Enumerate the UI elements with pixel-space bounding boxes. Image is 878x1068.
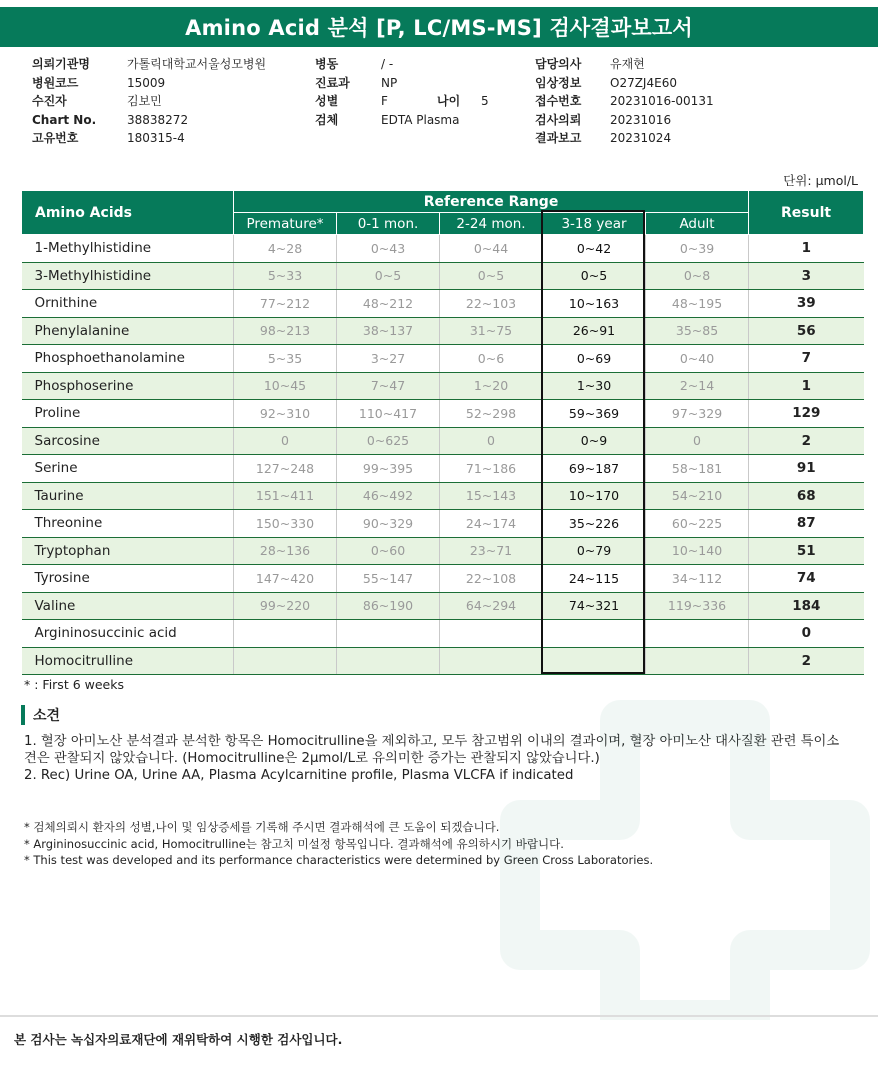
ref-range-highlight — [543, 647, 646, 675]
amino-acids-header: Amino Acids — [22, 191, 234, 235]
ref-range: 151~411 — [234, 482, 337, 510]
info-row — [315, 55, 489, 74]
note-item: * This test was developed and its performance characteristics were determined by Green Cross Laboratories. — [24, 853, 654, 867]
info-row — [315, 92, 489, 111]
ref-range — [440, 647, 543, 675]
info-row — [32, 55, 266, 74]
info-value: 유재현 — [610, 57, 645, 71]
info-value: 20231024 — [610, 131, 672, 145]
result-value: 87 — [749, 510, 864, 538]
ref-range-highlight: 10~170 — [543, 482, 646, 510]
specimen-value: EDTA Plasma — [381, 112, 460, 127]
result-value: 1 — [749, 372, 864, 400]
ref-range: 5~33 — [234, 262, 337, 290]
ref-range — [337, 620, 440, 648]
info-value: 20231016-00131 — [610, 94, 714, 108]
result-value: 68 — [749, 482, 864, 510]
table-row — [22, 455, 864, 483]
info-value: O27ZJ4E60 — [610, 75, 677, 90]
table-row — [22, 565, 864, 593]
ref-range: 99~395 — [337, 455, 440, 483]
ref-range: 0~60 — [337, 537, 440, 565]
info-row — [32, 111, 266, 130]
age-group-header: Adult — [646, 213, 749, 235]
info-label: Chart No. — [32, 112, 97, 127]
ref-range-highlight: 26~91 — [543, 317, 646, 345]
specimen-label: 검체 — [315, 112, 339, 127]
ref-range: 35~85 — [646, 317, 749, 345]
amino-acid-name: Phenylalanine — [22, 317, 234, 345]
amino-acid-name: 1-Methylhistidine — [22, 235, 234, 263]
ref-range: 0~43 — [337, 235, 440, 263]
ref-range — [337, 647, 440, 675]
ref-range — [234, 620, 337, 648]
ref-range-highlight: 74~321 — [543, 592, 646, 620]
ref-range: 86~190 — [337, 592, 440, 620]
ref-range: 22~103 — [440, 290, 543, 318]
info-value: 김보민 — [127, 94, 162, 108]
table-row — [22, 345, 864, 373]
info-row — [535, 129, 714, 148]
info-label: 담당의사 — [535, 57, 582, 71]
report-title: Amino Acid 분석 [P, LC/MS-MS] 검사결과보고서 — [0, 7, 878, 47]
ref-range: 0 — [440, 427, 543, 455]
info-row — [535, 55, 714, 74]
ref-range: 23~71 — [440, 537, 543, 565]
amino-acid-name: Argininosuccinic acid — [22, 620, 234, 648]
ref-range: 7~47 — [337, 372, 440, 400]
ref-range-highlight: 24~115 — [543, 565, 646, 593]
table-row — [22, 620, 864, 648]
ref-range-highlight: 0~79 — [543, 537, 646, 565]
table-row — [22, 592, 864, 620]
ref-range — [646, 620, 749, 648]
info-row — [315, 74, 489, 93]
result-value: 74 — [749, 565, 864, 593]
findings-body — [24, 733, 844, 784]
ref-range: 71~186 — [440, 455, 543, 483]
table-row — [22, 400, 864, 428]
amino-acid-name: Phosphoserine — [22, 372, 234, 400]
ref-range: 127~248 — [234, 455, 337, 483]
result-value: 51 — [749, 537, 864, 565]
ward-value: / - — [381, 57, 394, 71]
table-row — [22, 537, 864, 565]
result-value: 129 — [749, 400, 864, 428]
ref-range: 110~417 — [337, 400, 440, 428]
ref-range: 55~147 — [337, 565, 440, 593]
table-row — [22, 235, 864, 263]
ref-range: 2~14 — [646, 372, 749, 400]
result-value: 56 — [749, 317, 864, 345]
ref-range: 0~6 — [440, 345, 543, 373]
ref-range: 150~330 — [234, 510, 337, 538]
table-row — [22, 510, 864, 538]
ref-range: 52~298 — [440, 400, 543, 428]
result-value: 7 — [749, 345, 864, 373]
reference-range-header: Reference Range — [234, 191, 749, 213]
section-marker — [21, 705, 25, 725]
amino-acid-name: Serine — [22, 455, 234, 483]
info-label: 접수번호 — [535, 94, 582, 108]
info-row — [535, 111, 714, 130]
unit-label: 단위: μmol/L — [783, 173, 858, 188]
ref-range-highlight: 1~30 — [543, 372, 646, 400]
note-item: * Argininosuccinic acid, Homocitrulline는 참고치 미설정 항목입니다. 결과해석에 유의하시기 바랍니다. — [24, 836, 564, 851]
result-value: 1 — [749, 235, 864, 263]
notes — [24, 819, 864, 869]
ref-range: 147~420 — [234, 565, 337, 593]
ref-range: 64~294 — [440, 592, 543, 620]
age-group-header: Premature* — [234, 213, 337, 235]
amino-acid-name: Taurine — [22, 482, 234, 510]
age-group-header: 3-18 year — [543, 213, 646, 235]
ref-range: 97~329 — [646, 400, 749, 428]
ref-range: 31~75 — [440, 317, 543, 345]
ref-range: 24~174 — [440, 510, 543, 538]
table-row — [22, 647, 864, 675]
ref-range: 0 — [646, 427, 749, 455]
ref-range: 34~112 — [646, 565, 749, 593]
ref-range: 54~210 — [646, 482, 749, 510]
patient-info-col2 — [315, 55, 489, 129]
amino-acid-name: Threonine — [22, 510, 234, 538]
dept-value: NP — [381, 75, 398, 90]
result-value: 2 — [749, 647, 864, 675]
ref-range — [234, 647, 337, 675]
ref-range: 46~492 — [337, 482, 440, 510]
finding-item: 2. Rec) Urine OA, Urine AA, Plasma Acylcarnitine profile, Plasma VLCFA if indicated — [24, 768, 574, 783]
ref-range: 48~212 — [337, 290, 440, 318]
result-value: 3 — [749, 262, 864, 290]
ref-range: 92~310 — [234, 400, 337, 428]
note-item: * 검체의뢰시 환자의 성별,나이 및 임상증세를 기록해 주시면 결과해석에 큰 도움이 되겠습니다. — [24, 820, 500, 834]
ref-range: 10~140 — [646, 537, 749, 565]
result-value: 2 — [749, 427, 864, 455]
premature-footnote: * : First 6 weeks — [24, 677, 124, 692]
ref-range-highlight: 10~163 — [543, 290, 646, 318]
ref-range: 119~336 — [646, 592, 749, 620]
ref-range — [440, 620, 543, 648]
ref-range-highlight: 0~9 — [543, 427, 646, 455]
ref-range: 3~27 — [337, 345, 440, 373]
ref-range: 38~137 — [337, 317, 440, 345]
ref-range: 4~28 — [234, 235, 337, 263]
ref-range: 60~225 — [646, 510, 749, 538]
table-row — [22, 482, 864, 510]
ref-range-highlight: 69~187 — [543, 455, 646, 483]
ref-range: 48~195 — [646, 290, 749, 318]
ref-range-highlight: 0~5 — [543, 262, 646, 290]
ward-label: 병동 — [315, 57, 339, 71]
ref-range: 0 — [234, 427, 337, 455]
sex-value: F — [381, 94, 388, 108]
outsourcing-notice: 본 검사는 녹십자의료재단에 재위탁하여 시행한 검사입니다. — [14, 1032, 343, 1047]
bottom-divider — [0, 1015, 878, 1017]
ref-range-highlight: 35~226 — [543, 510, 646, 538]
info-row — [535, 74, 714, 93]
ref-range-highlight: 0~69 — [543, 345, 646, 373]
amino-acid-name: Valine — [22, 592, 234, 620]
ref-range: 15~143 — [440, 482, 543, 510]
ref-range-highlight — [543, 620, 646, 648]
table-row — [22, 290, 864, 318]
ref-range: 77~212 — [234, 290, 337, 318]
findings-title — [21, 705, 60, 725]
amino-acid-results-table — [21, 190, 864, 675]
result-value: 184 — [749, 592, 864, 620]
result-value: 39 — [749, 290, 864, 318]
amino-acid-name: 3-Methylhistidine — [22, 262, 234, 290]
info-label: 임상정보 — [535, 75, 582, 90]
dept-label: 진료과 — [315, 75, 350, 90]
table-row — [22, 317, 864, 345]
info-row — [32, 74, 266, 93]
ref-range: 0~5 — [440, 262, 543, 290]
age-group-header: 0-1 mon. — [337, 213, 440, 235]
ref-range: 0~44 — [440, 235, 543, 263]
amino-acid-name: Tryptophan — [22, 537, 234, 565]
findings-title-text: 소견 — [33, 708, 61, 724]
patient-info-col1 — [32, 55, 266, 148]
info-label: 고유번호 — [32, 131, 79, 145]
info-label: 병원코드 — [32, 75, 79, 90]
age-group-header: 2-24 mon. — [440, 213, 543, 235]
info-value: 38838272 — [127, 112, 189, 127]
finding-item: 1. 혈장 아미노산 분석결과 분석한 항목은 Homocitrulline을 제외하고, 모두 참고범위 이내의 결과이며, 혈장 아미노산 대사질환 관련 특이소견은 관찰되지 않았습니다. (Homocitrulline은 2μmol/L로 유의미한 증가는 관찰되지 않았습니다.) — [24, 734, 840, 766]
amino-acid-name: Ornithine — [22, 290, 234, 318]
ref-range: 5~35 — [234, 345, 337, 373]
ref-range: 98~213 — [234, 317, 337, 345]
result-header: Result — [749, 191, 864, 235]
info-row — [315, 111, 489, 130]
info-row — [535, 92, 714, 111]
ref-range-highlight: 59~369 — [543, 400, 646, 428]
table-row — [22, 262, 864, 290]
info-label: 결과보고 — [535, 131, 582, 145]
amino-acid-name: Tyrosine — [22, 565, 234, 593]
result-value: 91 — [749, 455, 864, 483]
info-value: 180315-4 — [127, 131, 185, 145]
ref-range: 90~329 — [337, 510, 440, 538]
age-value: 5 — [481, 94, 489, 108]
ref-range: 0~39 — [646, 235, 749, 263]
amino-acid-name: Sarcosine — [22, 427, 234, 455]
ref-range: 0~625 — [337, 427, 440, 455]
ref-range: 0~8 — [646, 262, 749, 290]
result-value: 0 — [749, 620, 864, 648]
ref-range: 0~5 — [337, 262, 440, 290]
ref-range: 28~136 — [234, 537, 337, 565]
ref-range: 0~40 — [646, 345, 749, 373]
ref-range-highlight: 0~42 — [543, 235, 646, 263]
info-value: 가톨릭대학교서울성모병원 — [127, 57, 267, 71]
age-label: 나이 — [437, 94, 461, 108]
ref-range: 22~108 — [440, 565, 543, 593]
sex-label: 성별 — [315, 94, 339, 108]
ref-range: 58~181 — [646, 455, 749, 483]
ref-range: 10~45 — [234, 372, 337, 400]
ref-range: 1~20 — [440, 372, 543, 400]
info-row — [32, 92, 266, 111]
amino-acid-name: Proline — [22, 400, 234, 428]
amino-acid-name: Homocitrulline — [22, 647, 234, 675]
table-row — [22, 427, 864, 455]
ref-range — [646, 647, 749, 675]
table-row — [22, 372, 864, 400]
info-value: 15009 — [127, 75, 166, 90]
ref-range: 99~220 — [234, 592, 337, 620]
info-label: 검사의뢰 — [535, 112, 582, 127]
info-value: 20231016 — [610, 112, 672, 127]
amino-acid-name: Phosphoethanolamine — [22, 345, 234, 373]
info-row — [32, 129, 266, 148]
patient-info-col3 — [535, 55, 714, 148]
info-label: 의뢰기관명 — [32, 57, 90, 71]
info-label: 수진자 — [32, 94, 67, 108]
